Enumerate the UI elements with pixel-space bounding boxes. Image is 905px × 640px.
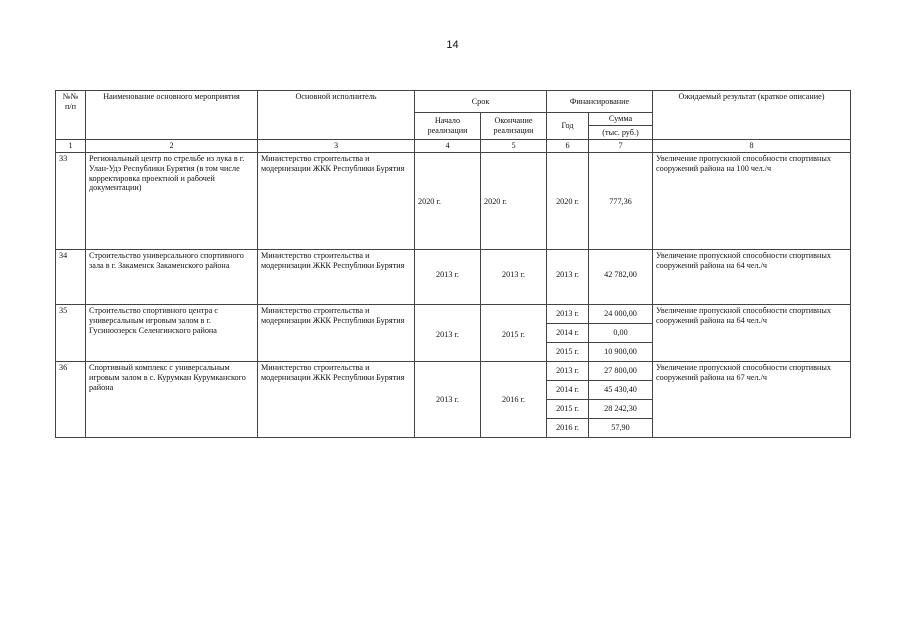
row-start: 2020 г. [415, 152, 481, 249]
row-sum: 27 800,00 [589, 361, 653, 380]
row-start: 2013 г. [415, 304, 481, 361]
table-row [56, 152, 851, 249]
row-year: 2014 г. [547, 380, 589, 399]
header-result: Ожидаемый результат (краткое описание) [653, 91, 851, 140]
col-number: 7 [589, 140, 653, 153]
row-sum: 45 430,40 [589, 380, 653, 399]
row-year: 2014 г. [547, 323, 589, 342]
row-sum: 777,36 [589, 152, 653, 249]
col-number: 1 [56, 140, 86, 153]
row-num: 35 [56, 304, 86, 361]
row-sum: 24 000,00 [589, 304, 653, 323]
row-sum: 0,00 [589, 323, 653, 342]
row-sum: 57,90 [589, 418, 653, 437]
table-row [56, 249, 851, 304]
row-executor: Министерство строительства и модернизации ЖКК Республики Бурятия [258, 304, 415, 361]
row-result: Увеличение пропускной способности спортивных сооружений района на 100 чел./ч [653, 152, 851, 249]
col-number: 8 [653, 140, 851, 153]
program-activities-table [55, 90, 851, 438]
col-number: 2 [86, 140, 258, 153]
header-name: Наименование основного мероприятия [86, 91, 258, 140]
row-start: 2013 г. [415, 361, 481, 437]
row-sum: 28 242,30 [589, 399, 653, 418]
row-end: 2016 г. [481, 361, 547, 437]
row-sum: 42 782,00 [589, 249, 653, 304]
table-row [56, 361, 851, 380]
row-name: Региональный центр по стрельбе из лука в г. Улан-Удэ Республики Бурятия (в том числе корректировка проектной и рабочей документации) [86, 152, 258, 249]
row-sum: 10 900,00 [589, 342, 653, 361]
row-executor: Министерство строительства и модернизации ЖКК Республики Бурятия [258, 361, 415, 437]
row-result: Увеличение пропускной способности спортивных сооружений района на 67 чел./ч [653, 361, 851, 437]
row-result: Увеличение пропускной способности спортивных сооружений района на 64 чел./ч [653, 304, 851, 361]
row-year: 2015 г. [547, 399, 589, 418]
row-year: 2013 г. [547, 249, 589, 304]
row-executor: Министерство строительства и модернизации ЖКК Республики Бурятия [258, 249, 415, 304]
header-sum: Сумма [589, 113, 653, 126]
row-num: 33 [56, 152, 86, 249]
col-number: 5 [481, 140, 547, 153]
row-executor: Министерство строительства и модернизации ЖКК Республики Бурятия [258, 152, 415, 249]
row-name: Строительство универсального спортивного зала в г. Закаменск Закаменского района [86, 249, 258, 304]
row-year: 2016 г. [547, 418, 589, 437]
row-start: 2013 г. [415, 249, 481, 304]
row-end: 2013 г. [481, 249, 547, 304]
header-sum-unit: (тыс. руб.) [589, 126, 653, 140]
header-start: Начало реализации [415, 113, 481, 140]
row-year: 2015 г. [547, 342, 589, 361]
row-name: Строительство спортивного центра с универсальным игровым залом в г. Гусиноозерск Селенгинского района [86, 304, 258, 361]
page-number: 14 [446, 39, 459, 51]
row-year: 2013 г. [547, 361, 589, 380]
header-year: Год [547, 113, 589, 140]
row-year: 2020 г. [547, 152, 589, 249]
row-num: 36 [56, 361, 86, 437]
header-term: Срок [415, 91, 547, 113]
header-end: Окончание реализации [481, 113, 547, 140]
row-name: Спортивный комплекс с универсальным игровым залом в с. Курумкан Курумканского района [86, 361, 258, 437]
column-numbers-row [56, 140, 851, 153]
header-num: №№ п/п [56, 91, 86, 140]
table-row [56, 304, 851, 323]
col-number: 6 [547, 140, 589, 153]
row-result: Увеличение пропускной способности спортивных сооружений района на 64 чел./ч [653, 249, 851, 304]
row-num: 34 [56, 249, 86, 304]
col-number: 4 [415, 140, 481, 153]
row-end: 2020 г. [481, 152, 547, 249]
col-number: 3 [258, 140, 415, 153]
header-executor: Основной исполнитель [258, 91, 415, 140]
row-end: 2015 г. [481, 304, 547, 361]
header-financing: Финансирование [547, 91, 653, 113]
row-year: 2013 г. [547, 304, 589, 323]
